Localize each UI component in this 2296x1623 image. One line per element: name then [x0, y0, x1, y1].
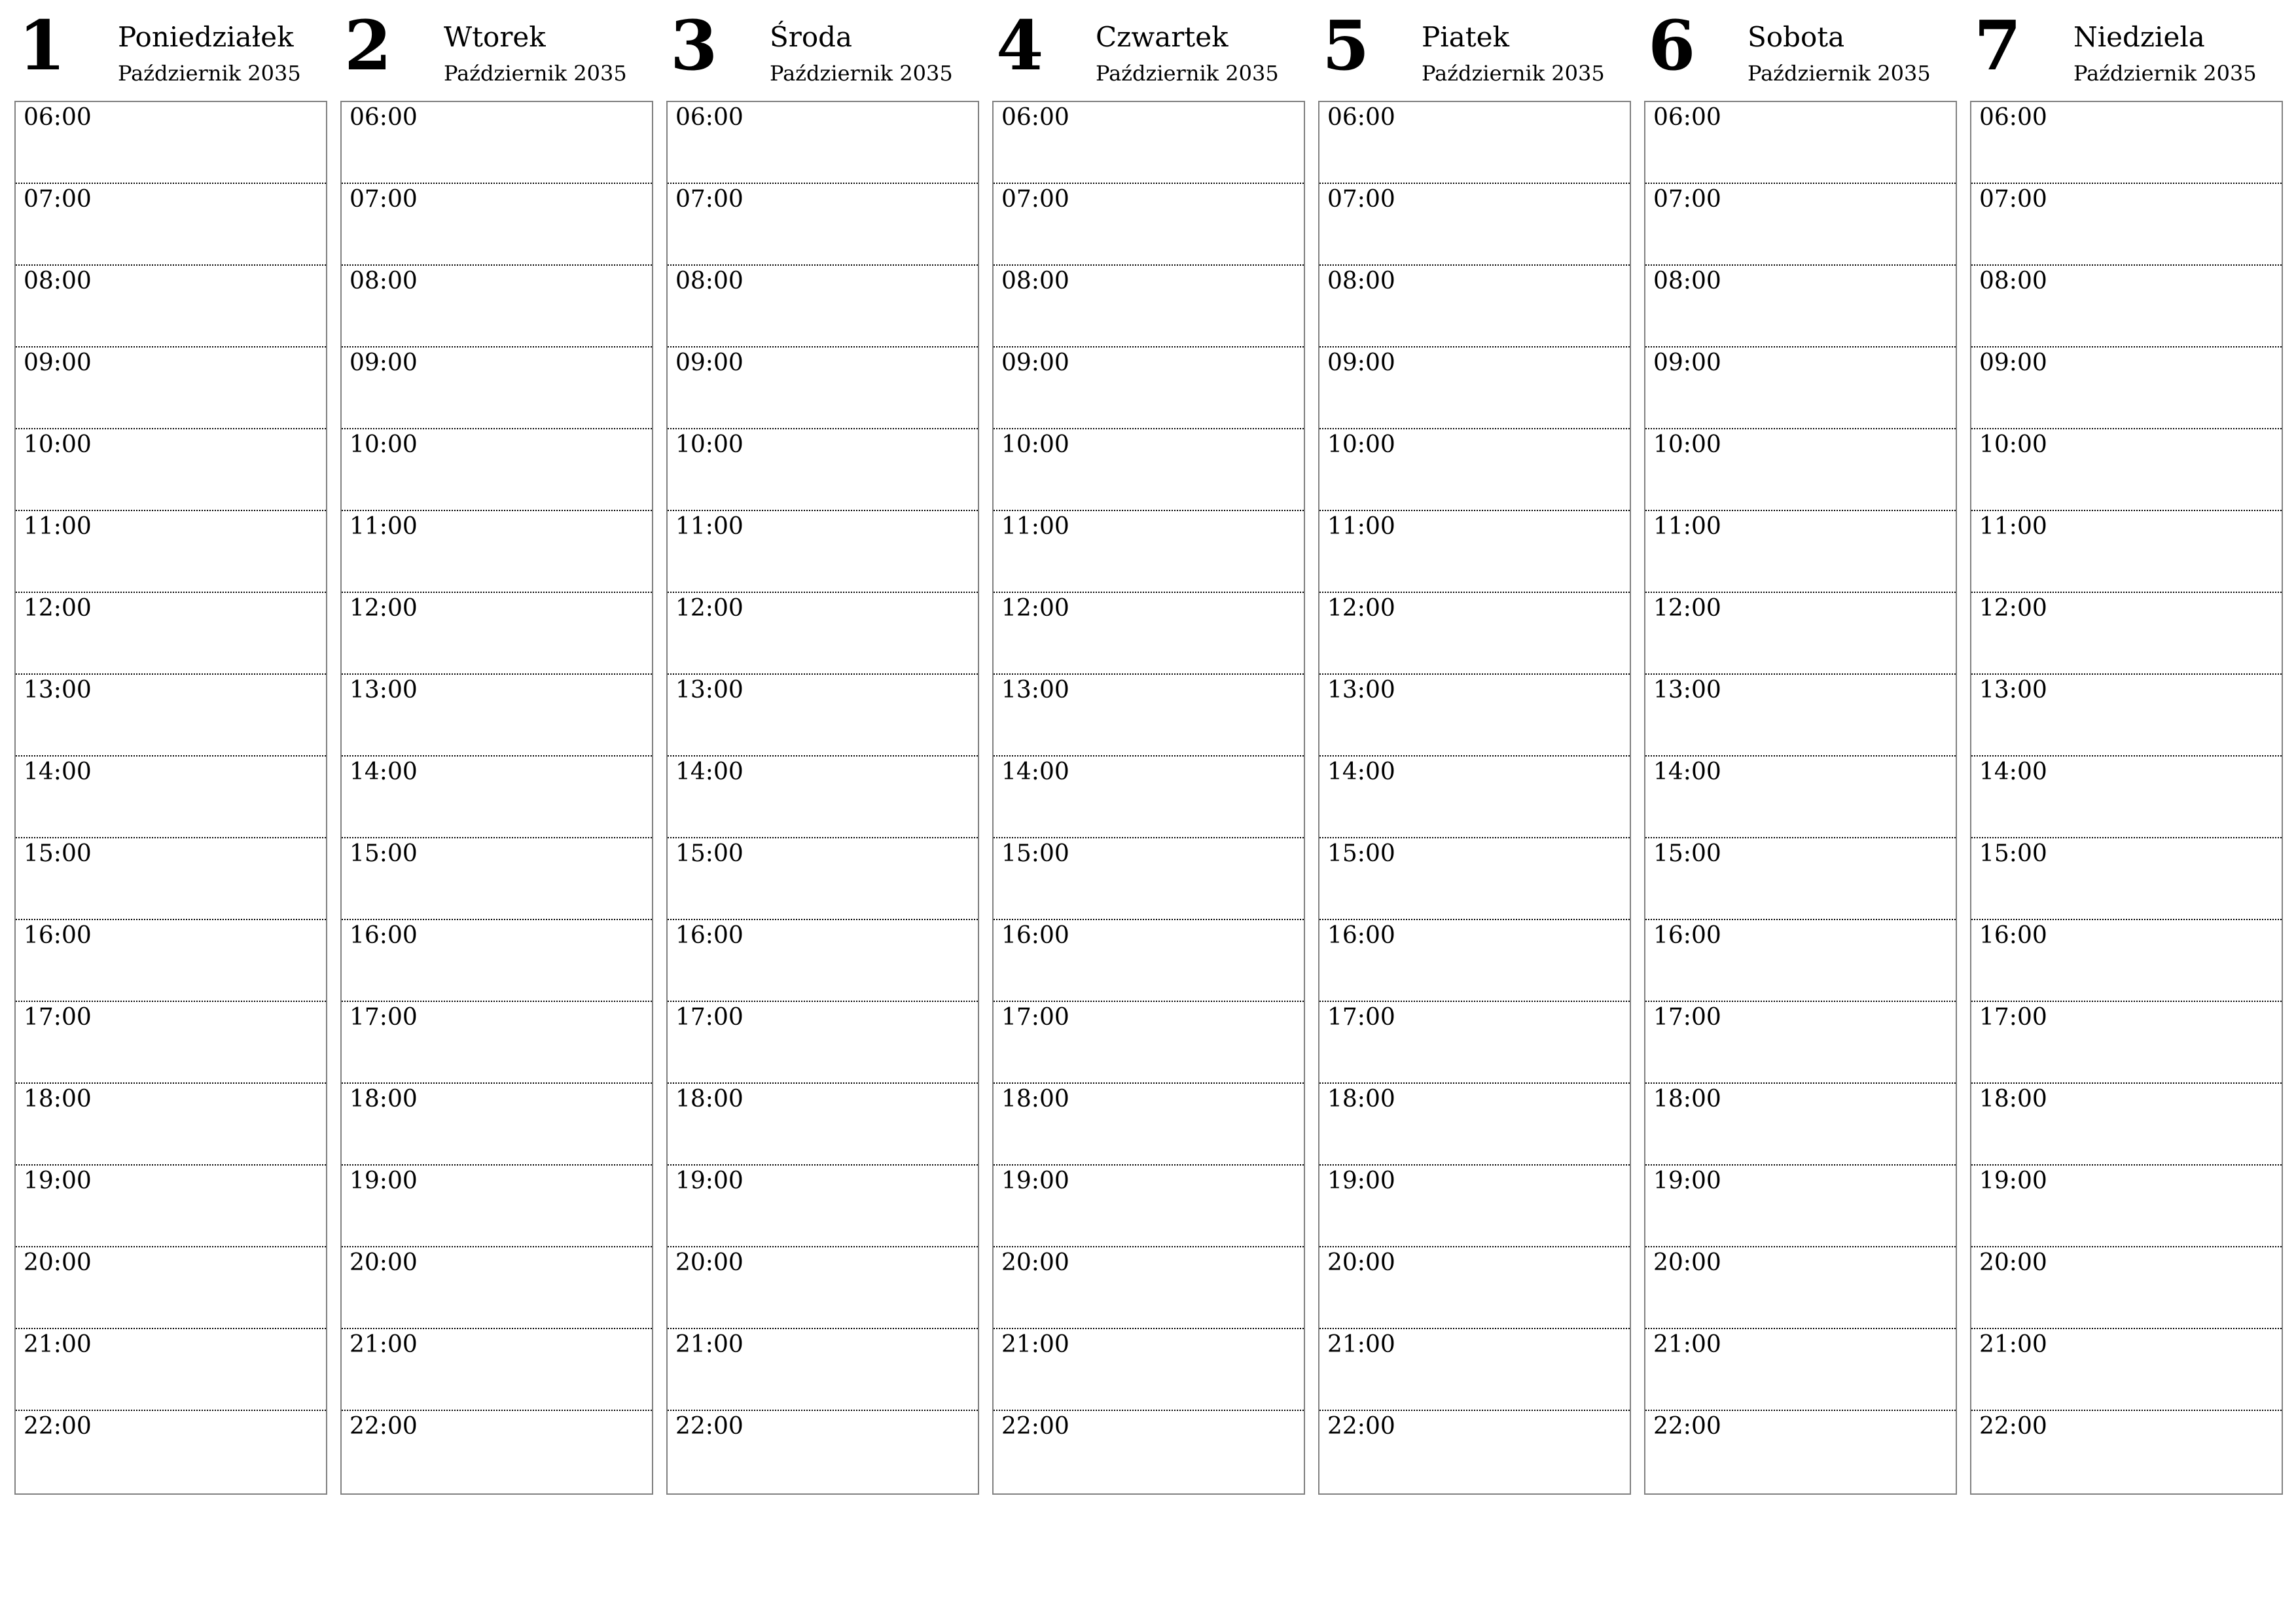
time-slot[interactable] — [16, 593, 326, 675]
time-slot[interactable] — [1971, 1247, 2282, 1329]
time-label: 19:00 — [675, 1168, 744, 1194]
time-slot[interactable] — [16, 838, 326, 920]
time-label: 19:00 — [1327, 1168, 1395, 1194]
day-header — [666, 0, 979, 101]
time-slot[interactable] — [16, 675, 326, 757]
time-slot[interactable] — [668, 511, 978, 593]
time-slot[interactable] — [994, 511, 1304, 593]
time-label: 21:00 — [350, 1331, 418, 1358]
time-slot[interactable] — [16, 266, 326, 348]
time-label: 13:00 — [350, 677, 418, 704]
time-slot[interactable] — [342, 1002, 652, 1084]
time-slot[interactable] — [994, 429, 1304, 511]
time-label: 09:00 — [1653, 349, 1721, 376]
time-slot[interactable] — [1971, 348, 2282, 429]
time-label: 15:00 — [1653, 840, 1721, 867]
time-label: 12:00 — [1001, 595, 1069, 622]
day-name: Sobota — [1748, 21, 1845, 53]
day-month: Październik 2035 — [1422, 61, 1605, 86]
time-slot[interactable] — [668, 1084, 978, 1166]
time-label: 12:00 — [675, 595, 744, 622]
time-slot[interactable] — [342, 1411, 652, 1493]
day-column — [340, 0, 653, 1440]
time-slot[interactable] — [668, 1247, 978, 1329]
time-slot[interactable] — [1319, 429, 1630, 511]
time-slot[interactable] — [994, 1084, 1304, 1166]
time-label: 07:00 — [1001, 186, 1069, 213]
time-label: 20:00 — [350, 1249, 418, 1276]
time-slot[interactable] — [342, 1329, 652, 1411]
day-header — [1644, 0, 1957, 101]
time-slot[interactable] — [668, 184, 978, 266]
time-slot[interactable] — [342, 511, 652, 593]
time-label: 21:00 — [675, 1331, 744, 1358]
time-slot[interactable] — [994, 184, 1304, 266]
time-label: 10:00 — [675, 431, 744, 458]
time-slot[interactable] — [994, 1166, 1304, 1247]
time-label: 15:00 — [350, 840, 418, 867]
time-slot[interactable] — [342, 429, 652, 511]
time-label: 11:00 — [1001, 513, 1069, 540]
time-slot[interactable] — [342, 348, 652, 429]
time-label: 17:00 — [24, 1004, 92, 1031]
time-label: 12:00 — [1653, 595, 1721, 622]
time-label: 21:00 — [1327, 1331, 1395, 1358]
time-slot[interactable] — [1645, 1084, 1956, 1166]
time-slot[interactable] — [668, 1166, 978, 1247]
time-label: 16:00 — [1653, 922, 1721, 949]
time-label: 22:00 — [1979, 1413, 2047, 1440]
day-header — [992, 0, 1305, 101]
time-label: 10:00 — [1979, 431, 2047, 458]
time-slot[interactable] — [16, 1166, 326, 1247]
time-label: 17:00 — [675, 1004, 744, 1031]
time-label: 22:00 — [1327, 1413, 1395, 1440]
time-slot[interactable] — [342, 102, 652, 184]
day-column — [1644, 0, 1957, 1440]
time-slot[interactable] — [994, 348, 1304, 429]
time-label: 17:00 — [1327, 1004, 1395, 1031]
time-label: 08:00 — [350, 268, 418, 294]
day-month: Październik 2035 — [444, 61, 627, 86]
day-header — [1970, 0, 2283, 101]
time-label: 20:00 — [1327, 1249, 1395, 1276]
day-name: Piatek — [1422, 21, 1509, 53]
time-label: 13:00 — [1001, 677, 1069, 704]
time-slot[interactable] — [342, 757, 652, 838]
time-slot[interactable] — [1971, 511, 2282, 593]
day-number: 6 — [1648, 5, 1696, 86]
day-name: Środa — [770, 21, 853, 53]
time-slot[interactable] — [16, 920, 326, 1002]
time-label: 16:00 — [1327, 922, 1395, 949]
time-label: 06:00 — [1979, 104, 2047, 131]
time-label: 20:00 — [24, 1249, 92, 1276]
time-label: 22:00 — [1001, 1413, 1069, 1440]
time-slot[interactable] — [1971, 1002, 2282, 1084]
day-number: 4 — [996, 5, 1044, 86]
time-slot[interactable] — [16, 511, 326, 593]
day-number: 3 — [670, 5, 718, 86]
time-slot[interactable] — [342, 920, 652, 1002]
day-name: Niedziela — [2073, 21, 2205, 53]
time-label: 17:00 — [1979, 1004, 2047, 1031]
time-slot[interactable] — [16, 184, 326, 266]
day-month: Październik 2035 — [2073, 61, 2257, 86]
day-month: Październik 2035 — [118, 61, 301, 86]
day-schedule-box — [1644, 101, 1957, 1495]
time-label: 19:00 — [1653, 1168, 1721, 1194]
time-slot[interactable] — [994, 1247, 1304, 1329]
time-slot[interactable] — [1971, 102, 2282, 184]
time-label: 18:00 — [350, 1086, 418, 1113]
time-label: 15:00 — [1001, 840, 1069, 867]
time-slot[interactable] — [994, 1411, 1304, 1493]
time-slot[interactable] — [668, 1329, 978, 1411]
time-label: 09:00 — [24, 349, 92, 376]
time-label: 06:00 — [24, 104, 92, 131]
time-slot[interactable] — [1971, 757, 2282, 838]
time-label: 07:00 — [350, 186, 418, 213]
time-slot[interactable] — [342, 1084, 652, 1166]
time-slot[interactable] — [1971, 429, 2282, 511]
time-slot[interactable] — [1645, 1329, 1956, 1411]
time-label: 11:00 — [675, 513, 744, 540]
time-slot[interactable] — [994, 920, 1304, 1002]
time-label: 07:00 — [675, 186, 744, 213]
time-label: 14:00 — [1001, 758, 1069, 785]
time-label: 22:00 — [675, 1413, 744, 1440]
time-slot[interactable] — [16, 429, 326, 511]
time-label: 13:00 — [1979, 677, 2047, 704]
time-label: 06:00 — [1653, 104, 1721, 131]
time-slot[interactable] — [1971, 593, 2282, 675]
time-label: 21:00 — [1979, 1331, 2047, 1358]
time-label: 21:00 — [1001, 1331, 1069, 1358]
time-label: 19:00 — [24, 1168, 92, 1194]
time-slot[interactable] — [994, 266, 1304, 348]
time-label: 06:00 — [675, 104, 744, 131]
time-slot[interactable] — [668, 593, 978, 675]
day-name: Poniedziałek — [118, 21, 294, 53]
time-slot[interactable] — [16, 1247, 326, 1329]
time-slot[interactable] — [1319, 511, 1630, 593]
time-label: 13:00 — [1653, 677, 1721, 704]
time-slot[interactable] — [1645, 593, 1956, 675]
day-schedule-box — [1970, 101, 2283, 1495]
time-label: 10:00 — [24, 431, 92, 458]
time-label: 06:00 — [350, 104, 418, 131]
time-label: 17:00 — [1653, 1004, 1721, 1031]
time-label: 10:00 — [1653, 431, 1721, 458]
time-label: 21:00 — [1653, 1331, 1721, 1358]
time-slot[interactable] — [994, 1002, 1304, 1084]
day-schedule-box — [1318, 101, 1631, 1495]
time-label: 13:00 — [1327, 677, 1395, 704]
time-slot[interactable] — [1645, 1166, 1956, 1247]
day-schedule-box — [340, 101, 653, 1495]
time-slot[interactable] — [1319, 102, 1630, 184]
time-label: 20:00 — [1653, 1249, 1721, 1276]
day-column — [992, 0, 1305, 1440]
time-slot[interactable] — [16, 1329, 326, 1411]
time-label: 10:00 — [350, 431, 418, 458]
time-label: 14:00 — [675, 758, 744, 785]
time-slot[interactable] — [994, 102, 1304, 184]
time-slot[interactable] — [668, 266, 978, 348]
time-label: 21:00 — [24, 1331, 92, 1358]
time-slot[interactable] — [342, 184, 652, 266]
time-label: 19:00 — [350, 1168, 418, 1194]
time-slot[interactable] — [668, 348, 978, 429]
day-column — [666, 0, 979, 1440]
day-header — [1318, 0, 1631, 101]
time-label: 11:00 — [350, 513, 418, 540]
time-label: 08:00 — [24, 268, 92, 294]
time-label: 18:00 — [1327, 1086, 1395, 1113]
time-slot[interactable] — [1319, 1002, 1630, 1084]
time-slot[interactable] — [16, 1411, 326, 1493]
time-slot[interactable] — [342, 266, 652, 348]
time-label: 15:00 — [24, 840, 92, 867]
time-label: 07:00 — [1979, 186, 2047, 213]
time-label: 14:00 — [350, 758, 418, 785]
time-label: 08:00 — [1327, 268, 1395, 294]
time-label: 06:00 — [1001, 104, 1069, 131]
time-slot[interactable] — [668, 757, 978, 838]
time-label: 08:00 — [675, 268, 744, 294]
day-column — [1318, 0, 1631, 1440]
time-slot[interactable] — [342, 1247, 652, 1329]
time-label: 08:00 — [1001, 268, 1069, 294]
time-slot[interactable] — [1645, 429, 1956, 511]
time-slot[interactable] — [1645, 511, 1956, 593]
time-slot[interactable] — [342, 1166, 652, 1247]
day-number: 2 — [344, 5, 392, 86]
time-slot[interactable] — [668, 920, 978, 1002]
time-label: 16:00 — [350, 922, 418, 949]
day-number: 7 — [1974, 5, 2022, 86]
time-label: 20:00 — [1001, 1249, 1069, 1276]
time-label: 15:00 — [1327, 840, 1395, 867]
time-label: 12:00 — [24, 595, 92, 622]
time-label: 17:00 — [1001, 1004, 1069, 1031]
time-slot[interactable] — [1645, 757, 1956, 838]
time-slot[interactable] — [1319, 184, 1630, 266]
time-slot[interactable] — [342, 593, 652, 675]
time-label: 07:00 — [24, 186, 92, 213]
time-label: 18:00 — [675, 1086, 744, 1113]
time-slot[interactable] — [994, 593, 1304, 675]
time-slot[interactable] — [1645, 1002, 1956, 1084]
time-label: 08:00 — [1653, 268, 1721, 294]
time-slot[interactable] — [1319, 838, 1630, 920]
time-slot[interactable] — [1645, 675, 1956, 757]
time-label: 11:00 — [1653, 513, 1721, 540]
time-slot[interactable] — [16, 1002, 326, 1084]
time-label: 20:00 — [675, 1249, 744, 1276]
day-month: Październik 2035 — [1096, 61, 1279, 86]
time-slot[interactable] — [994, 1329, 1304, 1411]
time-slot[interactable] — [16, 757, 326, 838]
time-label: 13:00 — [675, 677, 744, 704]
time-slot[interactable] — [1645, 348, 1956, 429]
time-slot[interactable] — [342, 675, 652, 757]
time-slot[interactable] — [1319, 757, 1630, 838]
time-label: 17:00 — [350, 1004, 418, 1031]
time-slot[interactable] — [1319, 1247, 1630, 1329]
time-slot[interactable] — [1319, 348, 1630, 429]
time-slot[interactable] — [994, 675, 1304, 757]
day-header — [340, 0, 653, 101]
time-slot[interactable] — [1319, 675, 1630, 757]
day-month: Październik 2035 — [1748, 61, 1931, 86]
time-slot[interactable] — [16, 348, 326, 429]
time-slot[interactable] — [668, 102, 978, 184]
time-label: 07:00 — [1327, 186, 1395, 213]
time-slot[interactable] — [1971, 1166, 2282, 1247]
time-label: 16:00 — [1979, 922, 2047, 949]
time-slot[interactable] — [668, 675, 978, 757]
time-slot[interactable] — [994, 838, 1304, 920]
time-label: 14:00 — [1327, 758, 1395, 785]
day-name: Czwartek — [1096, 21, 1229, 53]
time-label: 11:00 — [1327, 513, 1395, 540]
time-label: 10:00 — [1327, 431, 1395, 458]
time-slot[interactable] — [1645, 1247, 1956, 1329]
time-label: 06:00 — [1327, 104, 1395, 131]
time-label: 16:00 — [24, 922, 92, 949]
time-label: 10:00 — [1001, 431, 1069, 458]
time-label: 09:00 — [675, 349, 744, 376]
time-slot[interactable] — [1319, 1411, 1630, 1493]
time-label: 16:00 — [1001, 922, 1069, 949]
time-label: 15:00 — [1979, 840, 2047, 867]
time-label: 11:00 — [1979, 513, 2047, 540]
time-slot[interactable] — [1971, 920, 2282, 1002]
day-header — [14, 0, 327, 101]
time-label: 12:00 — [1327, 595, 1395, 622]
time-slot[interactable] — [342, 838, 652, 920]
time-slot[interactable] — [1645, 1411, 1956, 1493]
time-label: 12:00 — [350, 595, 418, 622]
day-schedule-box — [666, 101, 979, 1495]
time-label: 09:00 — [1979, 349, 2047, 376]
time-slot[interactable] — [16, 1084, 326, 1166]
time-label: 22:00 — [350, 1413, 418, 1440]
time-label: 18:00 — [24, 1086, 92, 1113]
time-slot[interactable] — [1971, 1084, 2282, 1166]
time-slot[interactable] — [668, 1002, 978, 1084]
time-slot[interactable] — [668, 429, 978, 511]
time-label: 11:00 — [24, 513, 92, 540]
time-slot[interactable] — [1319, 1084, 1630, 1166]
day-name: Wtorek — [444, 21, 546, 53]
time-label: 18:00 — [1979, 1086, 2047, 1113]
day-column — [14, 0, 327, 1440]
time-slot[interactable] — [1319, 593, 1630, 675]
time-slot[interactable] — [1971, 1411, 2282, 1493]
time-label: 22:00 — [24, 1413, 92, 1440]
time-slot[interactable] — [668, 1411, 978, 1493]
time-slot[interactable] — [1971, 1329, 2282, 1411]
time-label: 09:00 — [1001, 349, 1069, 376]
time-label: 13:00 — [24, 677, 92, 704]
time-label: 19:00 — [1979, 1168, 2047, 1194]
day-number: 5 — [1322, 5, 1370, 86]
time-slot[interactable] — [1645, 838, 1956, 920]
time-label: 14:00 — [1653, 758, 1721, 785]
time-slot[interactable] — [16, 102, 326, 184]
time-label: 14:00 — [1979, 758, 2047, 785]
day-month: Październik 2035 — [770, 61, 953, 86]
time-slot[interactable] — [1971, 675, 2282, 757]
day-number: 1 — [18, 5, 66, 86]
time-slot[interactable] — [1645, 266, 1956, 348]
time-label: 16:00 — [675, 922, 744, 949]
time-slot[interactable] — [1645, 920, 1956, 1002]
time-slot[interactable] — [1319, 920, 1630, 1002]
time-label: 14:00 — [24, 758, 92, 785]
time-slot[interactable] — [1645, 102, 1956, 184]
time-slot[interactable] — [994, 757, 1304, 838]
day-schedule-box — [14, 101, 327, 1495]
time-slot[interactable] — [1319, 1166, 1630, 1247]
time-label: 09:00 — [1327, 349, 1395, 376]
time-label: 07:00 — [1653, 186, 1721, 213]
time-label: 22:00 — [1653, 1413, 1721, 1440]
time-slot[interactable] — [668, 838, 978, 920]
time-label: 19:00 — [1001, 1168, 1069, 1194]
time-slot[interactable] — [1645, 184, 1956, 266]
day-column — [1970, 0, 2283, 1440]
time-slot[interactable] — [1971, 266, 2282, 348]
time-label: 09:00 — [350, 349, 418, 376]
time-slot[interactable] — [1319, 1329, 1630, 1411]
time-label: 18:00 — [1653, 1086, 1721, 1113]
day-schedule-box — [992, 101, 1305, 1495]
time-label: 18:00 — [1001, 1086, 1069, 1113]
time-label: 20:00 — [1979, 1249, 2047, 1276]
time-slot[interactable] — [1319, 266, 1630, 348]
time-label: 15:00 — [675, 840, 744, 867]
time-label: 08:00 — [1979, 268, 2047, 294]
time-slot[interactable] — [1971, 838, 2282, 920]
time-slot[interactable] — [1971, 184, 2282, 266]
time-label: 12:00 — [1979, 595, 2047, 622]
